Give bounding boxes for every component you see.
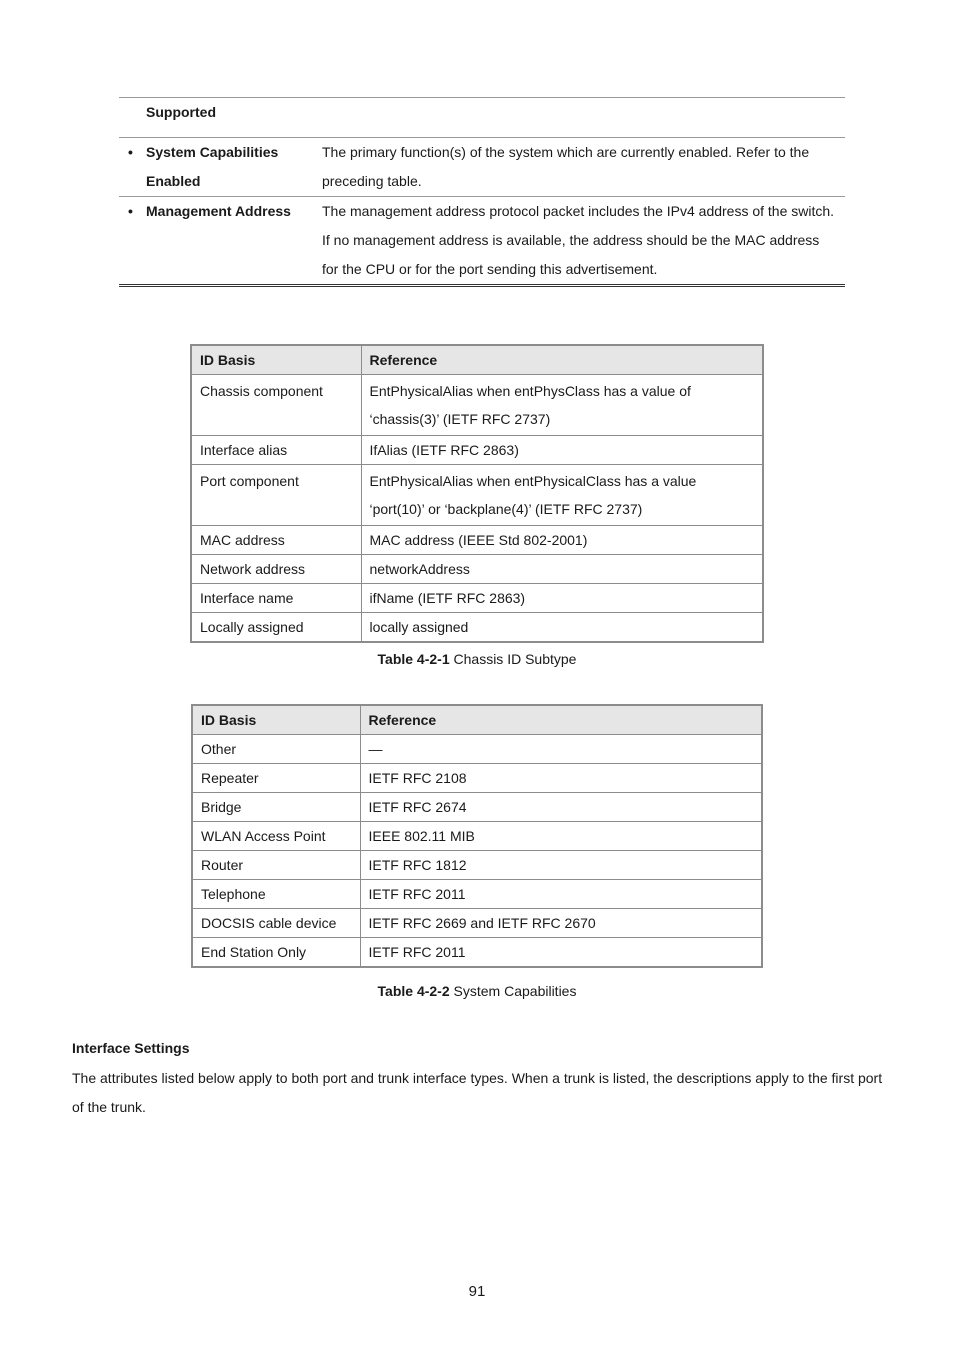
table-cell: Other (192, 735, 360, 764)
param-row-supported (119, 98, 845, 138)
table-row (191, 465, 763, 526)
caption-label: Table 4-2-2 (377, 983, 450, 999)
table-row (192, 822, 762, 851)
table-cell: Interface name (191, 584, 361, 613)
table-cell: Telephone (192, 880, 360, 909)
table-cell: IETF RFC 2108 (360, 764, 762, 793)
param-name: Management Address (146, 203, 291, 219)
table-row (192, 938, 762, 968)
table-cell: Network address (191, 555, 361, 584)
table-row (192, 735, 762, 764)
table-caption (0, 983, 954, 999)
table-row (192, 764, 762, 793)
column-header: ID Basis (192, 705, 360, 735)
table-caption (0, 651, 954, 667)
page-number: 91 (468, 1283, 486, 1300)
caption-text: System Capabilities (449, 983, 577, 999)
table-cell: Repeater (192, 764, 360, 793)
table-row (192, 793, 762, 822)
column-header: Reference (361, 345, 763, 375)
table-cell: DOCSIS cable device (192, 909, 360, 938)
table-cell: Chassis component (191, 375, 361, 436)
caption-label: Table 4-2-1 (377, 651, 450, 667)
table-row (191, 436, 763, 465)
param-desc: The primary function(s) of the system which are currently enabled. Refer to the preceding table. (322, 144, 810, 189)
table-row (191, 584, 763, 613)
table-cell: locally assigned (361, 613, 763, 643)
param-name: Supported (146, 104, 216, 120)
table-cell: WLAN Access Point (192, 822, 360, 851)
param-desc (295, 98, 845, 137)
section-title: Interface Settings (72, 1040, 190, 1056)
table-cell: IETF RFC 2674 (360, 793, 762, 822)
table-cell: IETF RFC 2011 (360, 938, 762, 968)
table-header-row (191, 345, 763, 375)
chassis-id-subtype-table (190, 344, 764, 643)
table-cell: ifName (IETF RFC 2863) (361, 584, 763, 613)
table-row (192, 909, 762, 938)
table-cell: IfAlias (IETF RFC 2863) (361, 436, 763, 465)
table-cell: End Station Only (192, 938, 360, 968)
table-row (191, 526, 763, 555)
table-row (191, 613, 763, 643)
table-row (191, 555, 763, 584)
parameter-table (119, 97, 845, 287)
column-header: ID Basis (191, 345, 361, 375)
table-cell: — (360, 735, 762, 764)
table-header-row (192, 705, 762, 735)
param-row-management-address (119, 197, 845, 287)
table-cell: Locally assigned (191, 613, 361, 643)
table-cell: MAC address (IEEE Std 802-2001) (361, 526, 763, 555)
table-cell: Router (192, 851, 360, 880)
caption-text: Chassis ID Subtype (449, 651, 577, 667)
table-cell: Bridge (192, 793, 360, 822)
table-cell: IETF RFC 2011 (360, 880, 762, 909)
table-row (192, 880, 762, 909)
table-cell: IETF RFC 1812 (360, 851, 762, 880)
table-cell: Port component (191, 465, 361, 526)
param-name: System Capabilities Enabled (146, 144, 279, 189)
table-cell: networkAddress (361, 555, 763, 584)
param-desc: The management address protocol packet includes the IPv4 address of the switch. If no management address is available, the address should be the MAC address for the CPU or for the port sending this advertisement. (322, 203, 835, 277)
section-body: The attributes listed below apply to both port and trunk interface types. When a trunk is listed, the descriptions apply to the first port of the trunk. (72, 1070, 883, 1115)
bullet-icon: • (128, 203, 133, 219)
table-cell: MAC address (191, 526, 361, 555)
table-cell: EntPhysicalAlias when entPhysicalClass has a value ‘port(10)’ or ‘backplane(4)’ (IETF RFC 2737) (361, 465, 763, 526)
table-cell: IEEE 802.11 MIB (360, 822, 762, 851)
system-capabilities-table (191, 704, 763, 968)
table-cell: IETF RFC 2669 and IETF RFC 2670 (360, 909, 762, 938)
table-cell: Interface alias (191, 436, 361, 465)
table-row (192, 851, 762, 880)
table-cell: EntPhysicalAlias when entPhysClass has a value of ‘chassis(3)’ (IETF RFC 2737) (361, 375, 763, 436)
table-row (191, 375, 763, 436)
column-header: Reference (360, 705, 762, 735)
param-row-system-capabilities-enabled (119, 138, 845, 197)
bullet-icon: • (128, 144, 133, 160)
